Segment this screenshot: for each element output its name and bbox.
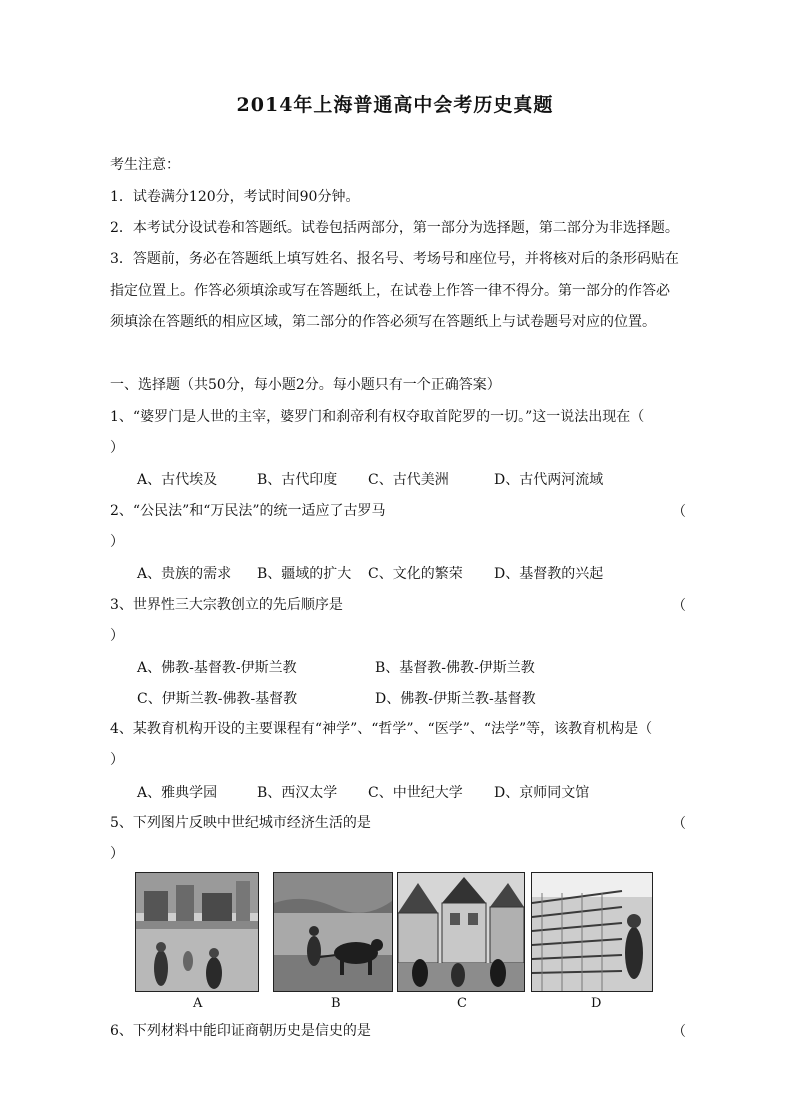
question-3-open-paren: （: [672, 598, 686, 614]
question-4-close-paren: ）: [110, 752, 124, 768]
question-2-open-paren: （: [672, 504, 686, 520]
question-2-option-a: A、贵族的需求: [137, 566, 232, 582]
question-2-option-d: D、基督教的兴起: [494, 566, 604, 582]
question-1-option-b: B、古代印度: [257, 472, 338, 488]
question-2-option-c: C、文化的繁荣: [368, 566, 463, 582]
question-4-option-a: A、雅典学园: [137, 785, 218, 801]
notice-item-3: 3．答题前，务必在答题纸上填写姓名、报名号、考场号和座位号，并将核对后的条形码贴在: [110, 251, 679, 267]
question-1-option-c: C、古代美洲: [368, 472, 449, 488]
question-4-option-d: D、京师同文馆: [494, 785, 590, 801]
question-3-option-c: C、伊斯兰教-佛教-基督教: [137, 691, 298, 707]
notice-item-1: 1．试卷满分120分，考试时间90分钟。: [110, 189, 360, 205]
figure-image-c: [397, 872, 525, 992]
question-3-option-b: B、基督教-佛教-伊斯兰教: [375, 660, 535, 676]
question-6-stem: 6、下列材料中能印证商朝历史是信史的是: [110, 1023, 371, 1039]
question-2-option-b: B、疆域的扩大: [257, 566, 352, 582]
notice-heading: 考生注意：: [110, 157, 180, 173]
question-5-close-paren: ）: [110, 846, 124, 862]
question-1-close-paren: ）: [110, 440, 124, 456]
notice-item-3-cont-1: 指定位置上。作答必须填涂或写在答题纸上，在试卷上作答一律不得分。第一部分的作答必: [110, 283, 670, 299]
figure-label-d: D: [591, 996, 602, 1011]
question-4-stem: 4、某教育机构开设的主要课程有“神学”、“哲学”、“医学”、“法学”等，该教育机构是（: [110, 721, 653, 737]
figure-image-b: [273, 872, 393, 992]
figure-label-c: C: [457, 996, 467, 1011]
question-4-option-c: C、中世纪大学: [368, 785, 463, 801]
figure-image-d: [531, 872, 653, 992]
question-5-open-paren: （: [672, 816, 686, 832]
notice-item-3-cont-2: 须填涂在答题纸的相应区域，第二部分的作答必须写在答题纸上与试卷题号对应的位置。: [110, 314, 656, 330]
question-3-option-a: A、佛教-基督教-伊斯兰教: [137, 660, 297, 676]
notice-item-2: 2．本考试分设试卷和答题纸。试卷包括两部分，第一部分为选择题，第二部分为非选择题。: [110, 220, 679, 236]
question-3-option-d: D、佛教-伊斯兰教-基督教: [375, 691, 536, 707]
question-3-stem: 3、世界性三大宗教创立的先后顺序是: [110, 597, 343, 613]
question-4-option-b: B、西汉太学: [257, 785, 338, 801]
question-3-close-paren: ）: [110, 628, 124, 644]
question-2-close-paren: ）: [110, 534, 124, 550]
figure-label-b: B: [331, 996, 341, 1011]
question-2-stem: 2、“公民法”和“万民法”的统一适应了古罗马: [110, 503, 386, 519]
figure-image-a: [135, 872, 259, 992]
page-title: 2014年上海普通高中会考历史真题: [236, 94, 554, 116]
question-1-option-d: D、古代两河流域: [494, 472, 604, 488]
question-6-open-paren: （: [672, 1024, 686, 1040]
question-5-figure: [135, 872, 655, 1014]
question-5-stem: 5、下列图片反映中世纪城市经济生活的是: [110, 815, 371, 831]
section-heading: 一、选择题（共50分，每小题2分。每小题只有一个正确答案）: [110, 377, 501, 393]
question-1-stem: 1、“婆罗门是人世的主宰，婆罗门和刹帝利有权夺取首陀罗的一切。”这一说法出现在（: [110, 409, 645, 425]
figure-label-a: A: [193, 996, 203, 1011]
question-1-option-a: A、古代埃及: [137, 472, 218, 488]
